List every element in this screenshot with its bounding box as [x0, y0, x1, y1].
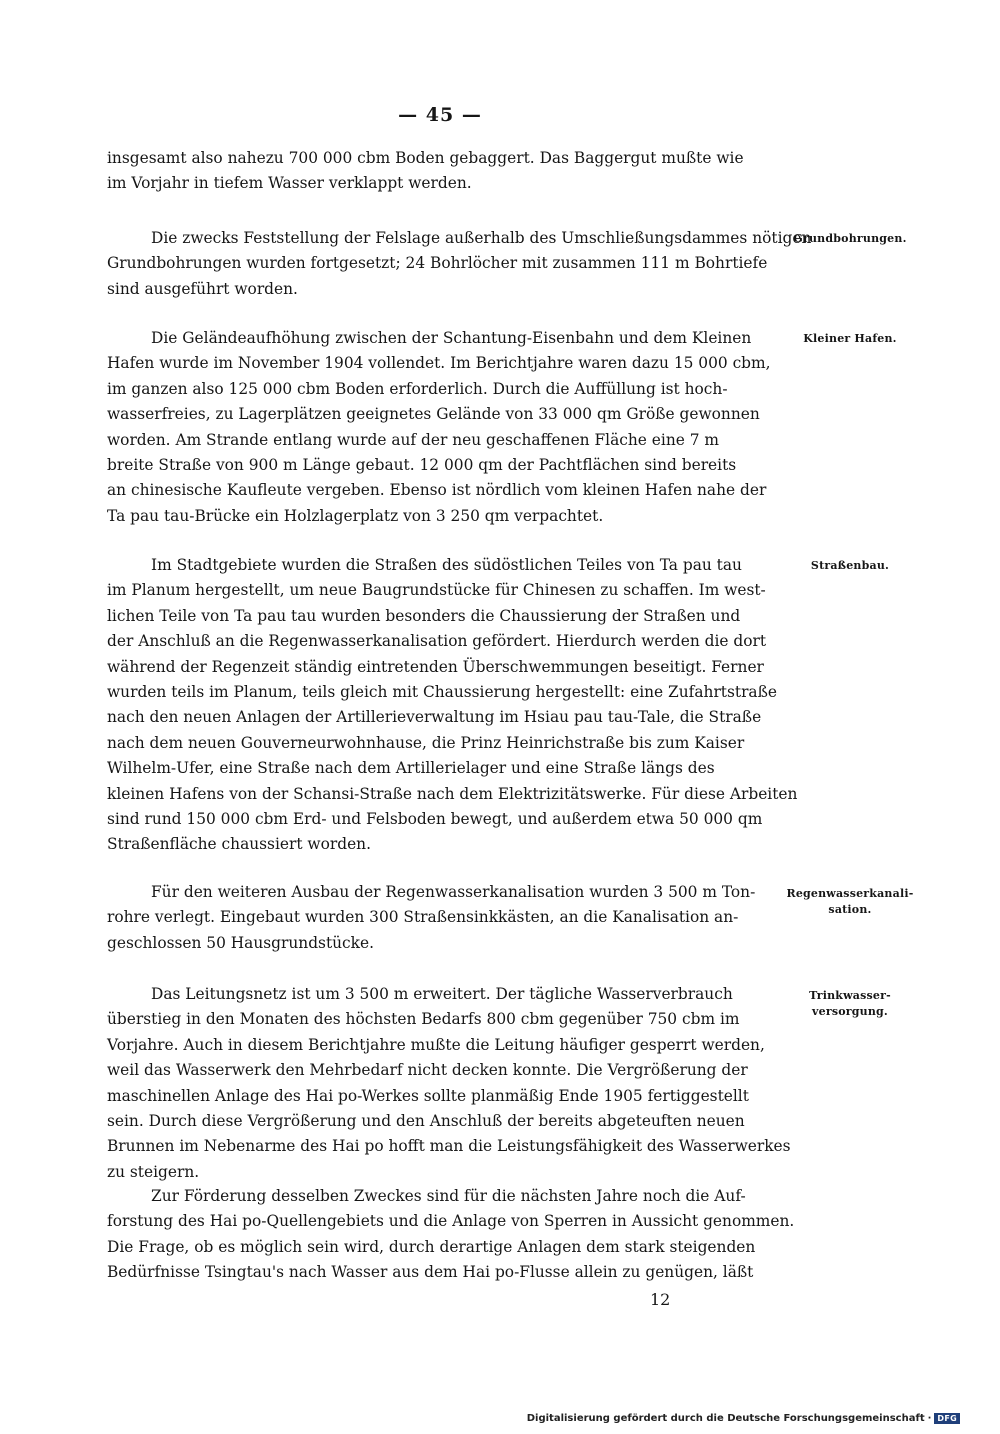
- margin-note-strassenbau: [786, 558, 914, 574]
- text-line: Die zwecks Feststellung der Felslage außerhalb des Umschließungsdammes nötigen: [151, 229, 812, 247]
- text-line: der Anschluß an die Regenwasserkanalisation gefördert. Hierdurch werden die dort: [107, 632, 767, 651]
- text-line: rohre verlegt. Eingebaut wurden 300 Straßensinkkästen, an die Kanalisation an-: [107, 908, 739, 927]
- text-line: Ta pau tau-Brücke ein Holzlagerplatz von 3 250 qm verpachtet.: [107, 506, 604, 525]
- text-line: nach den neuen Anlagen der Artillerieverwaltung im Hsiau pau tau-Tale, die Straße: [107, 708, 762, 727]
- text-line: sind rund 150 000 cbm Erd- und Felsboden bewegt, und außerdem etwa 50 000 qm: [107, 810, 763, 829]
- digitization-credit: [527, 1413, 960, 1424]
- margin-note-regenwasserkanalisation: [786, 886, 914, 918]
- text-line: zu steigern.: [107, 1162, 200, 1181]
- margin-note-grundbohrungen: [786, 231, 914, 247]
- paragraph-rainwater-drainage: [107, 880, 769, 956]
- text-line: weil das Wasserwerk den Mehrbedarf nicht decken konnte. Die Vergrößerung der: [107, 1061, 748, 1080]
- text-line: Brunnen im Nebenarme des Hai po hofft man die Leistungsfähigkeit des Wasserwerkes: [107, 1137, 791, 1156]
- text-line: sind ausgeführt worden.: [107, 279, 298, 298]
- text-line: Wilhelm-Ufer, eine Straße nach dem Artillerielager und eine Straße längs des: [107, 759, 715, 778]
- text-line: Für den weiteren Ausbau der Regenwasserkanalisation wurden 3 500 m Ton-: [151, 883, 756, 901]
- text-line: worden. Am Strande entlang wurde auf der neu geschaffenen Fläche eine 7 m: [107, 430, 720, 449]
- text-line: sein. Durch diese Vergrößerung und den Anschluß der bereits abgeteuften neuen: [107, 1112, 745, 1131]
- paragraph-road-construction: [107, 553, 798, 858]
- text-line: lichen Teile von Ta pau tau wurden besonders die Chaussierung der Straßen und: [107, 606, 741, 625]
- paragraph-dredging: [107, 146, 769, 197]
- text-line: geschlossen 50 Hausgrundstücke.: [107, 933, 374, 952]
- text-line: Die Frage, ob es möglich sein wird, durch derartige Anlagen dem stark steigenden: [107, 1237, 756, 1256]
- margin-note-line: Straßenbau.: [810, 559, 890, 572]
- paragraph-afforestation: [107, 1184, 795, 1286]
- text-line: Zur Förderung desselben Zweckes sind für die nächsten Jahre noch die Auf-: [151, 1187, 746, 1205]
- credit-text: Digitalisierung gefördert durch die Deutsche Forschungsgemeinschaft: [526, 1413, 925, 1424]
- text-line: im Planum hergestellt, um neue Baugrundstücke für Chinesen zu schaffen. Im west-: [107, 581, 766, 600]
- page-number: — 45 —: [398, 104, 482, 126]
- text-line: Das Leitungsnetz ist um 3 500 m erweitert. Der tägliche Wasserverbrauch: [151, 985, 733, 1003]
- text-line: im Vorjahr in tiefem Wasser verklappt werden.: [107, 174, 472, 193]
- credit-separator: ·: [927, 1413, 932, 1424]
- paragraph-water-supply: [107, 982, 791, 1185]
- margin-note-line: sation.: [828, 903, 872, 916]
- text-line: Straßenfläche chaussiert worden.: [107, 835, 371, 854]
- margin-note-line: versorgung.: [812, 1005, 888, 1018]
- margin-note-line: Grundbohrungen.: [793, 232, 907, 245]
- text-line: Hafen wurde im November 1904 vollendet. Im Berichtjahre waren dazu 15 000 cbm,: [107, 354, 771, 373]
- text-line: im ganzen also 125 000 cbm Boden erforderlich. Durch die Auffüllung ist hoch-: [107, 379, 728, 398]
- dfg-logo-icon: DFG: [934, 1413, 960, 1424]
- text-line: Im Stadtgebiete wurden die Straßen des südöstlichen Teiles von Ta pau tau: [151, 556, 742, 574]
- text-line: nach dem neuen Gouverneurwohnhause, die Prinz Heinrichstraße bis zum Kaiser: [107, 733, 745, 752]
- text-line: überstieg in den Monaten des höchsten Bedarfs 800 cbm gegenüber 750 cbm im: [107, 1010, 740, 1029]
- sheet-signature-mark: 12: [650, 1290, 671, 1309]
- text-line: während der Regenzeit ständig eintretenden Überschwemmungen beseitigt. Ferner: [107, 657, 764, 676]
- margin-note-line: Regenwasserkanali-: [786, 887, 914, 900]
- margin-note-line: Trinkwasser-: [809, 989, 891, 1002]
- text-line: Bedürfnisse Tsingtau's nach Wasser aus dem Hai po-Flusse allein zu genügen, läßt: [107, 1263, 754, 1282]
- text-line: Die Geländeaufhöhung zwischen der Schantung-Eisenbahn und dem Kleinen: [151, 329, 752, 347]
- margin-note-line: Kleiner Hafen.: [803, 332, 897, 345]
- text-line: breite Straße von 900 m Länge gebaut. 12 000 qm der Pachtflächen sind bereits: [107, 456, 737, 475]
- text-line: forstung des Hai po-Quellengebiets und die Anlage von Sperren in Aussicht genommen.: [107, 1212, 795, 1231]
- margin-note-kleiner-hafen: [786, 331, 914, 347]
- paragraph-small-harbour: [107, 326, 769, 529]
- text-line: wurden teils im Planum, teils gleich mit Chaussierung hergestellt: eine Zufahrtstraße: [107, 683, 777, 702]
- text-line: an chinesische Kaufleute vergeben. Ebenso ist nördlich vom kleinen Hafen nahe der: [107, 481, 767, 500]
- paragraph-ground-drilling: [107, 226, 812, 302]
- text-line: maschinellen Anlage des Hai po-Werkes sollte planmäßig Ende 1905 fertiggestellt: [107, 1086, 749, 1105]
- margin-note-trinkwasserversorgung: [786, 988, 914, 1020]
- text-line: kleinen Hafens von der Schansi-Straße nach dem Elektrizitätswerke. Für diese Arbeiten: [107, 784, 798, 803]
- text-line: insgesamt also nahezu 700 000 cbm Boden gebaggert. Das Baggergut mußte wie: [107, 149, 744, 167]
- text-line: wasserfreies, zu Lagerplätzen geeignetes Gelände von 33 000 qm Größe gewonnen: [107, 405, 760, 424]
- text-line: Vorjahre. Auch in diesem Berichtjahre mußte die Leitung häufiger gesperrt werden,: [107, 1035, 765, 1054]
- text-line: Grundbohrungen wurden fortgesetzt; 24 Bohrlöcher mit zusammen 111 m Bohrtiefe: [107, 254, 768, 273]
